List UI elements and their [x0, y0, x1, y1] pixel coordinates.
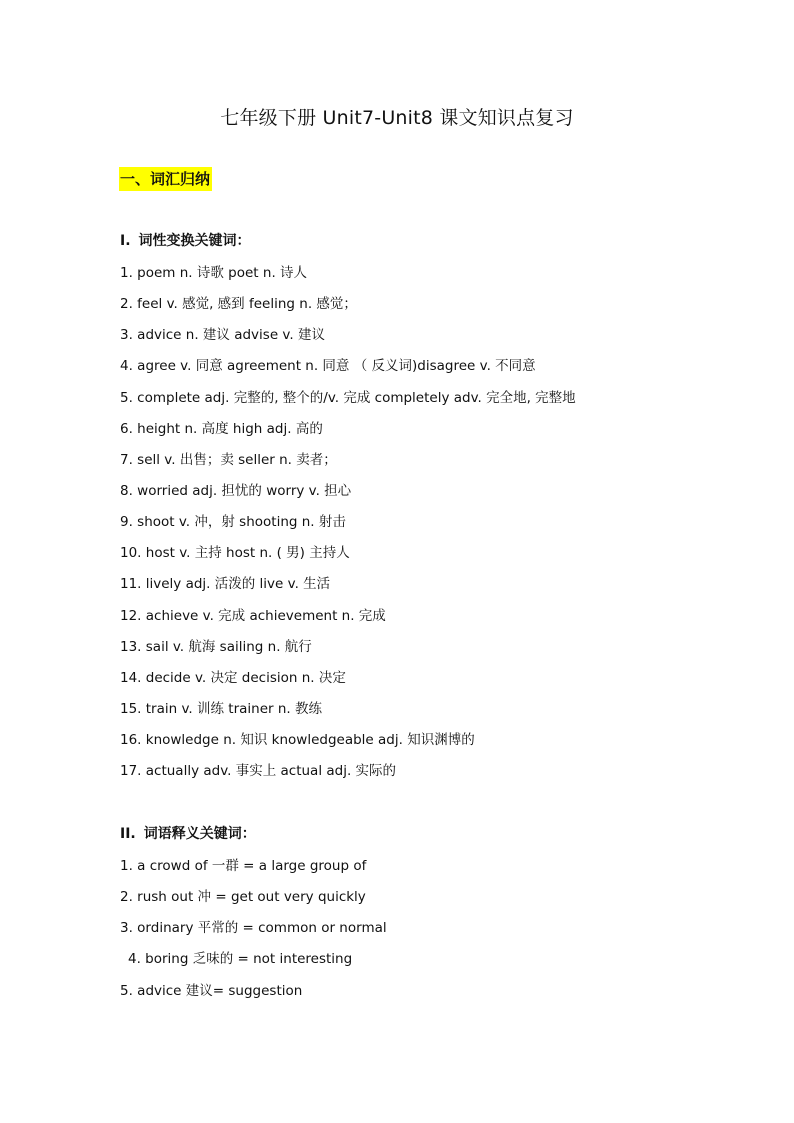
- list-item: 17. actually adv. 事实上 actual adj. 实际的: [120, 763, 397, 780]
- word-form-list: [120, 262, 576, 791]
- subheading-part-of-speech: [120, 230, 251, 252]
- list-item: 6. height n. 高度 high adj. 高的: [120, 420, 323, 437]
- definition-list: [120, 855, 387, 1011]
- list-item: 11. lively adj. 活泼的 live v. 生活: [120, 576, 331, 593]
- list-item: 4. agree v. 同意 agreement n. 同意 （ 反义词)disagree v. 不同意: [120, 358, 536, 375]
- list-item: 16. knowledge n. 知识 knowledgeable adj. 知识渊博的: [120, 732, 475, 749]
- list-item: 3. ordinary 平常的 = common or normal: [120, 920, 387, 937]
- list-item: 10. host v. 主持 host n. ( 男) 主持人: [120, 545, 350, 562]
- list-item: 12. achieve v. 完成 achievement n. 完成: [120, 607, 386, 624]
- subheading-number: II.: [120, 826, 136, 842]
- list-item: 5. advice 建议= suggestion: [120, 982, 303, 999]
- list-item: 7. sell v. 出售；卖 seller n. 卖者；: [120, 451, 337, 468]
- document-title: 七年级下册 Unit7-Unit8 课文知识点复习: [220, 107, 574, 129]
- list-item: 2. rush out 冲 = get out very quickly: [120, 889, 366, 906]
- subheading-definitions: [120, 823, 256, 845]
- list-item: 13. sail v. 航海 sailing n. 航行: [120, 638, 312, 655]
- list-item: 1. a crowd of 一群 = a large group of: [120, 858, 367, 874]
- subheading-number: I.: [120, 233, 131, 249]
- list-item: 3. advice n. 建议 advise v. 建议: [120, 327, 325, 344]
- list-item: 4. boring 乏味的 = not interesting: [128, 951, 353, 968]
- list-item: 14. decide v. 决定 decision n. 决定: [120, 669, 346, 686]
- subheading-label: 词性变换关键词：: [138, 233, 251, 249]
- section-heading-vocabulary: 一、词汇归纳: [119, 167, 212, 191]
- list-item: 9. shoot v. 冲，射 shooting n. 射击: [120, 514, 346, 531]
- subheading-label: 词语释义关键词：: [143, 826, 256, 842]
- list-item: 1. poem n. 诗歌 poet n. 诗人: [120, 265, 308, 281]
- list-item: 5. complete adj. 完整的, 整个的/v. 完成 completely adv. 完全地, 完整地: [120, 389, 576, 406]
- list-item: 8. worried adj. 担忧的 worry v. 担心: [120, 482, 352, 499]
- list-item: 15. train v. 训练 trainer n. 教练: [120, 700, 322, 717]
- list-item: 2. feel v. 感觉, 感到 feeling n. 感觉；: [120, 296, 357, 313]
